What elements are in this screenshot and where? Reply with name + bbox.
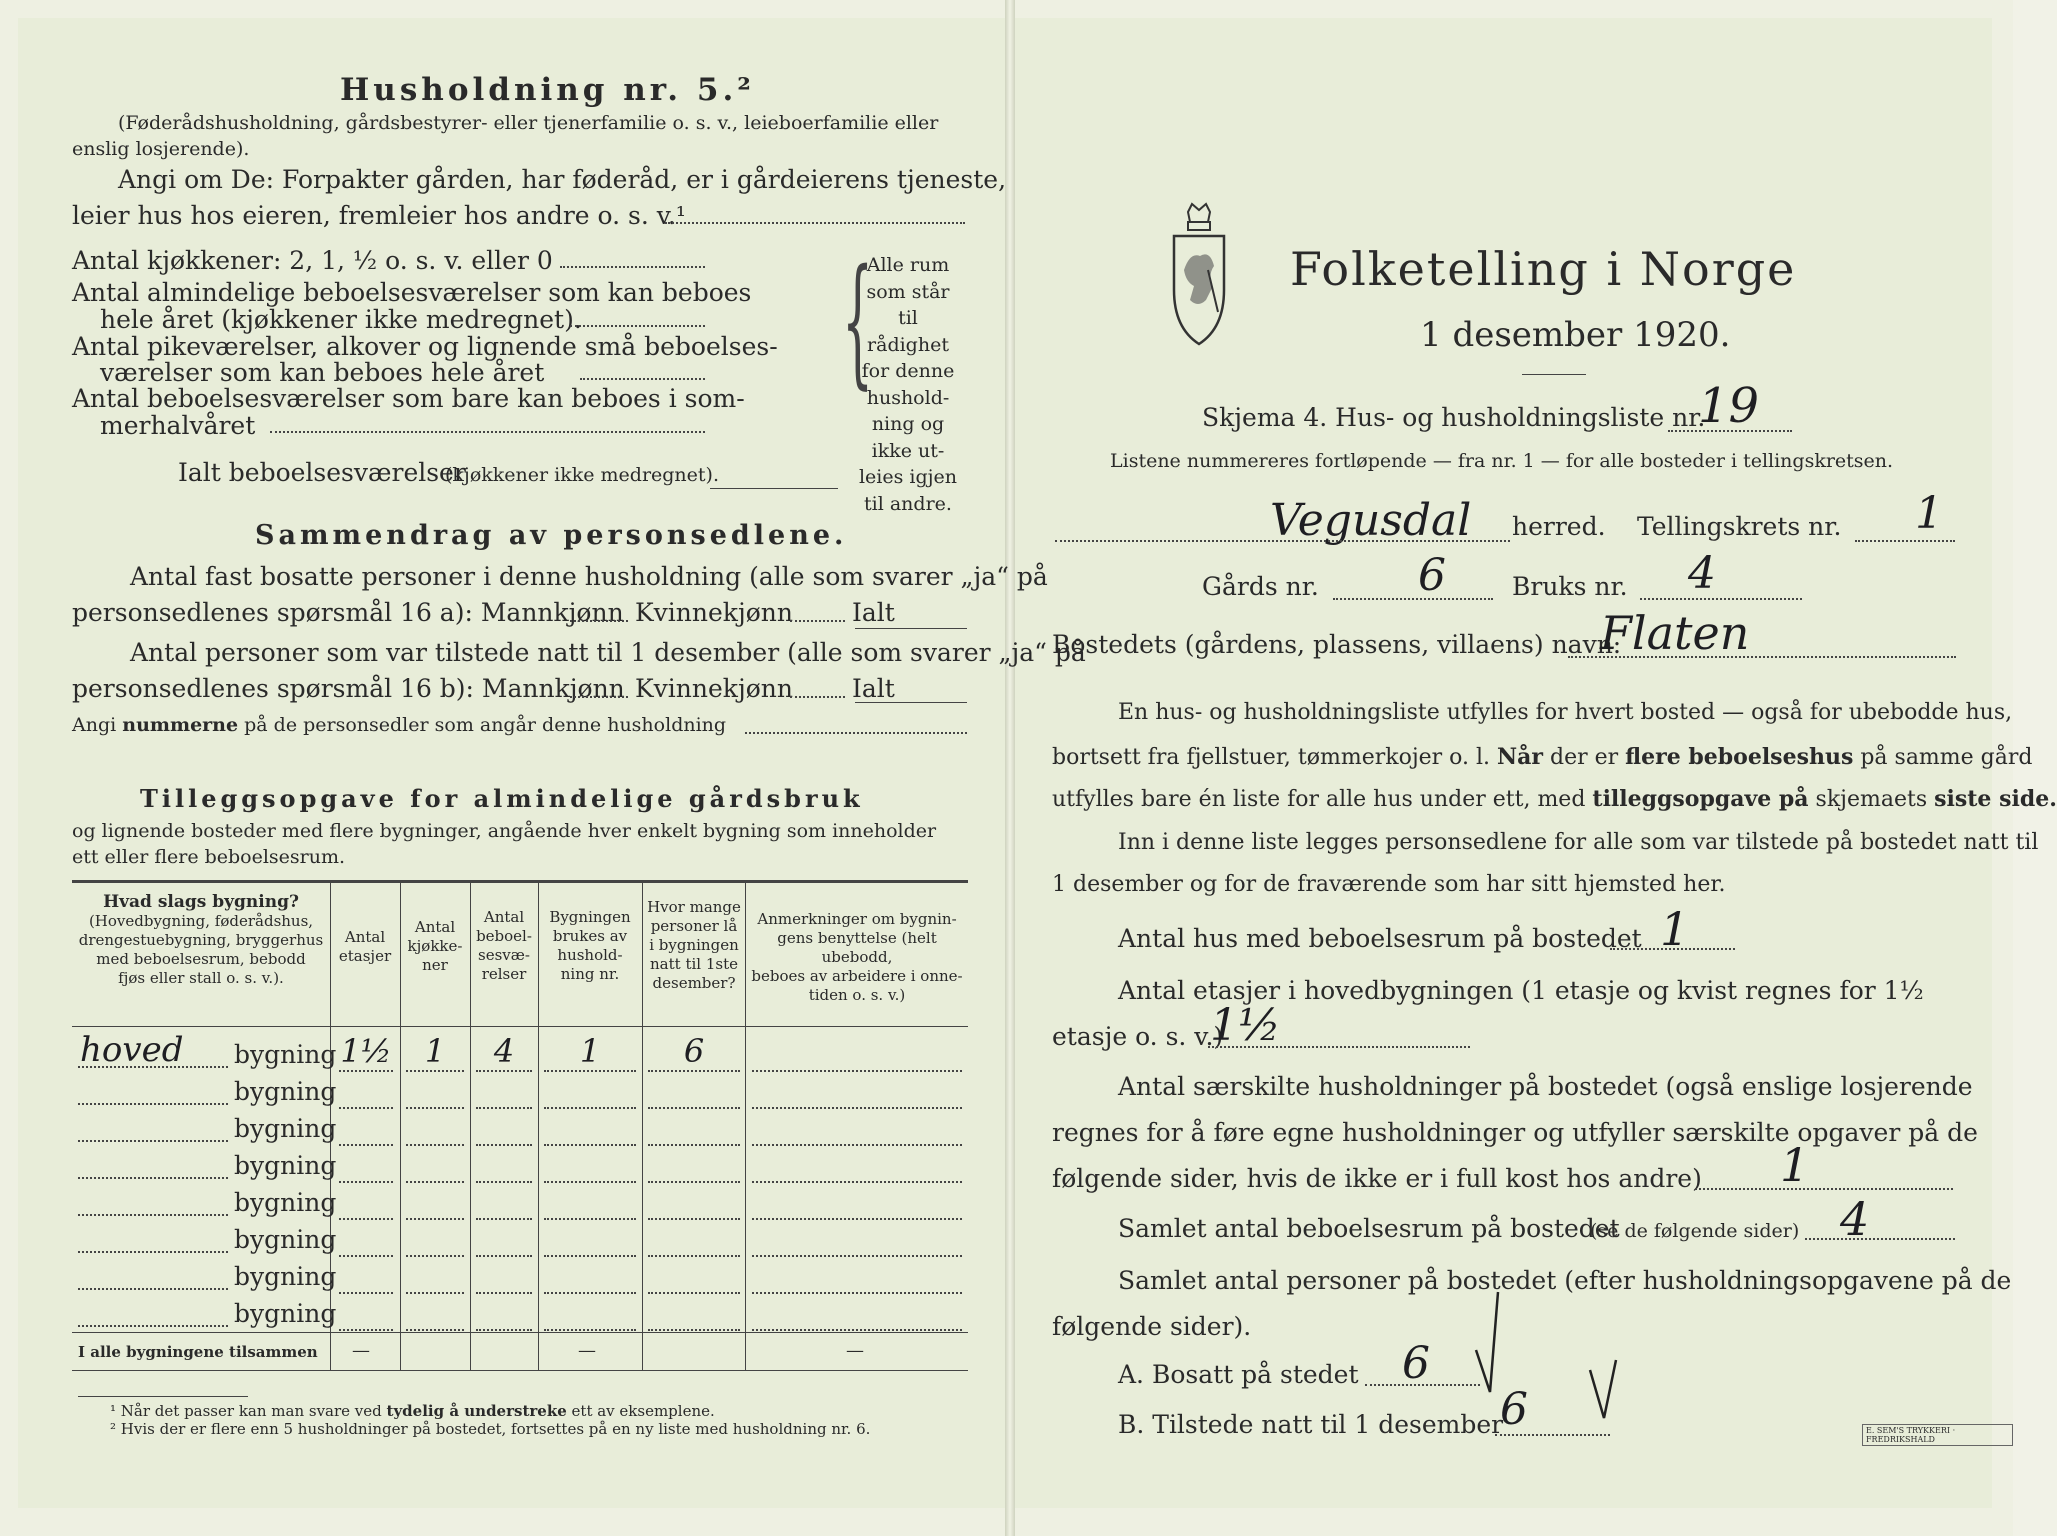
title-rule	[1522, 374, 1586, 375]
nummerne-line	[72, 714, 726, 736]
row-suffix: bygning	[234, 1040, 337, 1069]
tillegg-title: Tilleggsopgave for almindelige gårdsbruk	[140, 784, 864, 813]
row-cell-line	[339, 1181, 393, 1183]
col-divider	[470, 882, 471, 1370]
tellingskrets-value[interactable]: 1	[1915, 488, 1943, 539]
sommer-line-2: merhalvåret	[100, 411, 256, 440]
col-header-line: relser	[481, 965, 527, 983]
ialt-bebo-label: Ialt beboelsesværelser	[178, 458, 466, 487]
para1-l2-mid: der er	[1543, 745, 1626, 770]
pike-line-1: Antal pikeværelser, alkover og lignende små beboelses-	[72, 332, 778, 361]
col-header-line: brukes av	[552, 927, 628, 945]
brace-line: som står til	[866, 280, 950, 329]
census-title: Folketelling i Norge	[1290, 242, 1797, 296]
tellingskrets-label: Tellingskrets nr.	[1637, 512, 1842, 541]
row-cell-line	[339, 1107, 393, 1109]
angi-answer-line[interactable]	[665, 222, 965, 224]
bruks-value[interactable]: 4	[1688, 548, 1716, 599]
herred-line	[1055, 540, 1510, 542]
row-cell-line	[648, 1070, 740, 1072]
ialt-bebo-field[interactable]	[710, 488, 838, 489]
col-header-line: beboes av arbeidere i onne-	[751, 967, 963, 985]
row-cell-line	[476, 1181, 532, 1183]
para2-line-1: Inn i denne liste legges personsedlene for alle som var tilstede på bostedet natt til	[1118, 830, 2039, 855]
para1-line-1: En hus- og husholdningsliste utfylles for hvert bosted — også for ubebodde hus,	[1118, 700, 2013, 725]
tilstede-natt-line	[1495, 1434, 1610, 1436]
row-cell-line	[406, 1292, 464, 1294]
samlet-rum-label: Samlet antal beboelsesrum på bostedet	[1118, 1214, 1620, 1243]
row-type-line	[78, 1103, 228, 1105]
fast-ialt-label: Ialt	[852, 598, 895, 627]
row-cell-line	[544, 1292, 636, 1294]
footnote-1	[110, 1402, 715, 1420]
row-vaerelser-cell[interactable]: 4	[493, 1032, 515, 1070]
col-header-line: Antal	[414, 918, 456, 936]
row-suffix: bygning	[234, 1151, 337, 1180]
row-cell-line	[648, 1107, 740, 1109]
fast-kvinne-label: Kvinnekjønn	[635, 598, 793, 627]
pike-line-2: værelser som kan beboes hele året	[100, 358, 545, 387]
col-header-line: sesvæ-	[478, 946, 530, 964]
row-cell-line	[648, 1218, 740, 1220]
row-suffix: bygning	[234, 1077, 337, 1106]
nummerne-post: på de personsedler som angår denne husholdning	[238, 714, 727, 736]
row-cell-line	[476, 1070, 532, 1072]
antal-hus-value[interactable]: 1	[1660, 902, 1690, 956]
row-kjokkener-cell[interactable]: 1	[424, 1032, 446, 1070]
total-anmerkninger: —	[846, 1340, 864, 1361]
tilstede-natt-value[interactable]: 6	[1500, 1384, 1528, 1435]
para1-line-3	[1052, 786, 2057, 812]
row-cell-line	[544, 1218, 636, 1220]
row-cell-line	[406, 1255, 464, 1257]
col-header-husholdning	[540, 908, 640, 984]
row-etasjer-cell[interactable]: 1½	[340, 1032, 392, 1070]
tilstede-line-1: Antal personer som var tilstede natt til 1 desember (alle som svarer „ja“ på	[130, 638, 1086, 667]
row-cell-line	[406, 1070, 464, 1072]
row-anmerkning-line[interactable]	[752, 1218, 962, 1220]
col-divider	[642, 882, 643, 1370]
col-header-line: med beboelsesrum, bebodd	[96, 950, 306, 968]
row-type-value[interactable]: hoved	[80, 1030, 184, 1070]
fast-kvinne-field[interactable]	[790, 620, 845, 622]
antal-hus-label: Antal hus med beboelsesrum på bostedet	[1118, 924, 1642, 953]
row-type-line	[78, 1214, 228, 1216]
footnote-2: ² Hvis der er flere enn 5 husholdninger på bostedet, fortsettes på en ny liste med husholdning nr. 6.	[110, 1420, 871, 1438]
table-bottom-rule	[72, 1370, 968, 1371]
row-cell-line	[339, 1292, 393, 1294]
col-divider	[538, 882, 539, 1370]
row-cell-line	[648, 1144, 740, 1146]
row-cell-line	[544, 1070, 636, 1072]
col-header-line: personer lå	[650, 917, 738, 935]
row-cell-line	[476, 1107, 532, 1109]
tilstede-kvinne-label: Kvinnekjønn	[635, 674, 793, 703]
col-header-line: kjøkke-	[407, 937, 463, 955]
almind-field[interactable]	[570, 325, 705, 327]
intro-note: (Føderådshusholdning, gårdsbestyrer- eller tjenerfamilie o. s. v., leieboerfamilie eller	[118, 112, 939, 134]
para1-l2-bold2: flere beboelseshus	[1625, 744, 1854, 770]
tilstede-ialt-label: Ialt	[852, 674, 895, 703]
brace-line: for denne	[861, 360, 955, 382]
nummerne-bold: nummerne	[122, 714, 239, 736]
row-cell-line	[544, 1107, 636, 1109]
row-cell-line	[648, 1292, 740, 1294]
row-cell-line	[406, 1329, 464, 1331]
listene-note: Listene nummereres fortløpende — fra nr. 1 — for alle bosteder i tellingskretsen.	[1110, 450, 1894, 472]
samlet-pers-line-2: følgende sider).	[1052, 1312, 1252, 1341]
col-header-line: Antal	[483, 908, 525, 926]
col-header-line: hushold-	[557, 946, 623, 964]
row-cell-line	[648, 1329, 740, 1331]
row-type-line	[78, 1140, 228, 1142]
row-suffix: bygning	[234, 1299, 337, 1328]
col-header-line: beboel-	[476, 927, 532, 945]
row-cell-line	[406, 1107, 464, 1109]
para1-l2-bold: Når	[1497, 744, 1544, 770]
row-cell-line	[476, 1292, 532, 1294]
para2-line-2: 1 desember og for de fraværende som har sitt hjemsted her.	[1052, 872, 1726, 897]
para1-l3-pre: utfylles bare én liste for alle hus under ett, med	[1052, 787, 1593, 812]
para1-l2-pre: bortsett fra fjellstuer, tømmerkojer o. l.	[1052, 745, 1498, 770]
col-header-line: tiden o. s. v.)	[808, 986, 906, 1004]
tellingskrets-line	[1855, 540, 1955, 542]
col-header-line: (Hovedbygning, føderådshus,	[88, 912, 314, 930]
total-label: I alle bygningene tilsammen	[78, 1343, 318, 1361]
nummerne-pre: Angi	[72, 714, 123, 736]
tillegg-line-2: ett eller flere beboelsesrum.	[72, 846, 346, 868]
row-cell-line	[476, 1329, 532, 1331]
nummerne-field[interactable]	[745, 732, 967, 734]
footnote-rule	[78, 1396, 248, 1397]
col-header-personer	[644, 898, 744, 993]
gards-value[interactable]: 6	[1418, 550, 1446, 601]
col-header-line: gens benyttelse (helt ubebodd,	[777, 929, 937, 966]
etasjer-answer-line	[1208, 1046, 1470, 1048]
col-header-line: Antal	[344, 928, 386, 946]
skjema-nr-value[interactable]: 19	[1698, 378, 1760, 434]
row-anmerkning-line[interactable]	[752, 1144, 962, 1146]
col-header-anmerkninger	[747, 910, 967, 1005]
row-cell-line	[339, 1070, 393, 1072]
intro-note-2: enslig losjerende).	[72, 138, 250, 160]
fast-line-2: personsedlenes spørsmål 16 a): Mannkjønn	[72, 598, 624, 627]
tilstede-kvinne-field[interactable]	[790, 696, 845, 698]
almind-line-2: hele året (kjøkkener ikke medregnet).	[100, 305, 582, 334]
samlet-rum-note: (se de følgende sider)	[1590, 1220, 1800, 1242]
para1-line-2	[1052, 744, 2032, 770]
table-top-rule	[72, 880, 968, 883]
footnote-1-bold: tydelig å understreke	[386, 1402, 567, 1420]
sommer-field[interactable]	[270, 431, 705, 433]
kjokkener-field[interactable]	[560, 266, 705, 268]
row-anmerkning-line[interactable]	[752, 1255, 962, 1257]
col-header-line: desember?	[652, 974, 736, 992]
col-header-type	[74, 893, 328, 988]
sommer-line-1: Antal beboelsesværelser som bare kan beboes i som-	[72, 384, 745, 413]
row-cell-line	[406, 1144, 464, 1146]
etasjer-line-2: etasje o. s. v.)	[1052, 1022, 1224, 1051]
samlet-rum-line	[1805, 1238, 1955, 1240]
row-anmerkning-line[interactable]	[752, 1070, 962, 1072]
pike-field[interactable]	[580, 378, 705, 380]
angi-line-1: Angi om De: Forpakter gården, har føderåd, er i gårdeierens tjeneste,	[118, 165, 1007, 194]
col-header-line: ner	[422, 956, 448, 974]
col-header-vaerelser	[472, 908, 536, 984]
total-etasjer: —	[352, 1340, 370, 1361]
bosatt-value[interactable]: 6	[1402, 1338, 1430, 1389]
samlet-pers-line-1: Samlet antal personer på bostedet (efter husholdningsopgavene på de	[1118, 1266, 2012, 1295]
saerskilte-line-2: regnes for å føre egne husholdninger og utfyller særskilte opgaver på de	[1052, 1118, 1978, 1147]
col-header-line: ning nr.	[560, 965, 620, 983]
antal-hus-line	[1610, 948, 1735, 950]
page-fold	[1005, 0, 1015, 1536]
para1-l2-post: på samme gård	[1853, 745, 2033, 770]
bostedets-line	[1568, 656, 1956, 658]
para1-l3-bold2: siste side.	[1934, 786, 2057, 812]
saerskilte-value[interactable]: 1	[1780, 1138, 1810, 1192]
row-cell-line	[476, 1144, 532, 1146]
row-type-line	[78, 1251, 228, 1253]
sammendrag-title: Sammendrag av personsedlene.	[255, 520, 848, 551]
check-marks-icon	[1470, 1280, 1640, 1430]
row-cell-line	[476, 1255, 532, 1257]
row-cell-line	[339, 1255, 393, 1257]
herred-label: herred.	[1512, 512, 1606, 541]
row-type-line	[78, 1288, 228, 1290]
row-suffix: bygning	[234, 1225, 337, 1254]
col-header-line: Hvor mange	[647, 898, 741, 916]
row-cell-line	[648, 1255, 740, 1257]
saerskilte-line	[1695, 1188, 1953, 1190]
row-cell-line	[544, 1144, 636, 1146]
col-header-line: fjøs eller stall o. s. v.).	[118, 969, 284, 987]
gards-label: Gårds nr.	[1202, 572, 1319, 601]
row-type-line	[78, 1066, 228, 1068]
row-cell-line	[406, 1181, 464, 1183]
row-cell-line	[544, 1181, 636, 1183]
row-cell-line	[476, 1218, 532, 1220]
tilstede-ialt-field[interactable]	[855, 702, 967, 703]
etasjer-value[interactable]: 1½	[1210, 1000, 1281, 1051]
row-anmerkning-line[interactable]	[752, 1107, 962, 1109]
tilstede-line-2: personsedlenes spørsmål 16 b): Mannkjønn	[72, 674, 625, 703]
bosatt-label: A. Bosatt på stedet	[1118, 1360, 1359, 1389]
fast-ialt-field[interactable]	[855, 628, 967, 629]
col-header-kjokkener	[402, 918, 468, 975]
row-husholdning-cell[interactable]: 1	[579, 1032, 601, 1070]
brace-note	[858, 252, 958, 517]
col-header-type-bold: Hvad slags bygning?	[103, 892, 299, 912]
col-header-line: drengestuebygning, bryggerhus	[78, 931, 324, 949]
samlet-rum-value[interactable]: 4	[1840, 1192, 1870, 1246]
row-personer-cell[interactable]: 6	[683, 1032, 705, 1070]
tilstede-mann-field[interactable]	[570, 696, 628, 698]
row-type-line	[78, 1177, 228, 1179]
row-cell-line	[339, 1218, 393, 1220]
col-header-line: Bygningen	[549, 908, 631, 926]
brace-glyph: {	[842, 240, 874, 403]
para1-l3-bold: tilleggsopgave på	[1592, 786, 1809, 812]
row-cell-line	[339, 1144, 393, 1146]
skjema-label: Skjema 4. Hus- og husholdningsliste nr.	[1202, 403, 1706, 432]
row-anmerkning-line[interactable]	[752, 1181, 962, 1183]
brace-line: ning og	[871, 413, 945, 435]
brace-line: leies igjen	[858, 466, 958, 488]
bostedets-label: Bostedets (gårdens, plassens, villaens) navn:	[1052, 630, 1622, 659]
brace-line: hushold-	[866, 386, 950, 409]
row-anmerkning-line[interactable]	[752, 1329, 962, 1331]
saerskilte-line-3: følgende sider, hvis de ikke er i full kost hos andre)	[1052, 1164, 1702, 1193]
footnote-1-pre: ¹ Når det passer kan man svare ved	[110, 1402, 387, 1420]
row-cell-line	[339, 1329, 393, 1331]
norway-coat-of-arms-icon	[1168, 200, 1230, 350]
col-header-line: Anmerkninger om bygnin-	[757, 910, 957, 928]
bruks-line	[1640, 598, 1802, 600]
skjema-nr-line	[1668, 430, 1792, 432]
table-total-rule	[72, 1332, 968, 1333]
angi-line-2: leier hus hos eieren, fremleier hos andre o. s. v.¹	[72, 201, 686, 230]
footnote-1-post: ett av eksemplene.	[566, 1402, 715, 1420]
gards-line	[1333, 598, 1493, 600]
row-anmerkning-line[interactable]	[752, 1292, 962, 1294]
row-type-line	[78, 1325, 228, 1327]
bostedets-value[interactable]: Flaten	[1600, 606, 1750, 660]
row-cell-line	[406, 1218, 464, 1220]
row-cell-line	[648, 1181, 740, 1183]
row-suffix: bygning	[234, 1188, 337, 1217]
bruks-label: Bruks nr.	[1512, 572, 1628, 601]
col-header-line: natt til 1ste	[650, 955, 738, 973]
census-date: 1 desember 1920.	[1420, 315, 1731, 355]
fast-line-1: Antal fast bosatte personer i denne husholdning (alle som svarer „ja“ på	[130, 562, 1048, 591]
ialt-bebo-note: (kjøkkener ikke medregnet).	[445, 464, 719, 486]
row-cell-line	[544, 1329, 636, 1331]
bosatt-line	[1365, 1384, 1480, 1386]
herred-value[interactable]: Vegusdal	[1270, 495, 1472, 546]
brace-line: Alle rum	[866, 254, 950, 276]
brace-line: rådighet	[867, 333, 949, 356]
row-suffix: bygning	[234, 1114, 337, 1143]
col-header-etasjer	[332, 928, 398, 966]
para1-l3-mid: skjemaets	[1808, 787, 1935, 812]
printer-stamp: E. SEM'S TRYKKERI · FREDRIKSHALD	[1862, 1424, 2013, 1446]
col-header-line: etasjer	[338, 947, 392, 965]
row-cell-line	[544, 1255, 636, 1257]
total-husholdning: —	[578, 1340, 596, 1361]
fast-mann-field[interactable]	[570, 620, 628, 622]
kjokkener-label: Antal kjøkkener: 2, 1, ½ o. s. v. eller 0	[72, 246, 553, 275]
household-title: Husholdning nr. 5.²	[340, 72, 755, 108]
almind-line-1: Antal almindelige beboelsesværelser som kan beboes	[72, 278, 752, 307]
tilstede-natt-label: B. Tilstede natt til 1 desember	[1118, 1410, 1504, 1439]
saerskilte-line-1: Antal særskilte husholdninger på bostedet (også enslige losjerende	[1118, 1072, 1973, 1101]
etasjer-line-1: Antal etasjer i hovedbygningen (1 etasje og kvist regnes for 1½	[1118, 976, 1924, 1005]
row-suffix: bygning	[234, 1262, 337, 1291]
tillegg-line-1: og lignende bosteder med flere bygninger, angående hver enkelt bygning som inneholder	[72, 820, 937, 842]
table-header-rule	[72, 1026, 968, 1027]
col-divider	[400, 882, 401, 1370]
col-divider	[745, 882, 746, 1370]
brace-line: til andre.	[864, 492, 952, 515]
col-header-line: i bygningen	[649, 936, 739, 954]
brace-line: ikke ut-	[871, 439, 945, 462]
